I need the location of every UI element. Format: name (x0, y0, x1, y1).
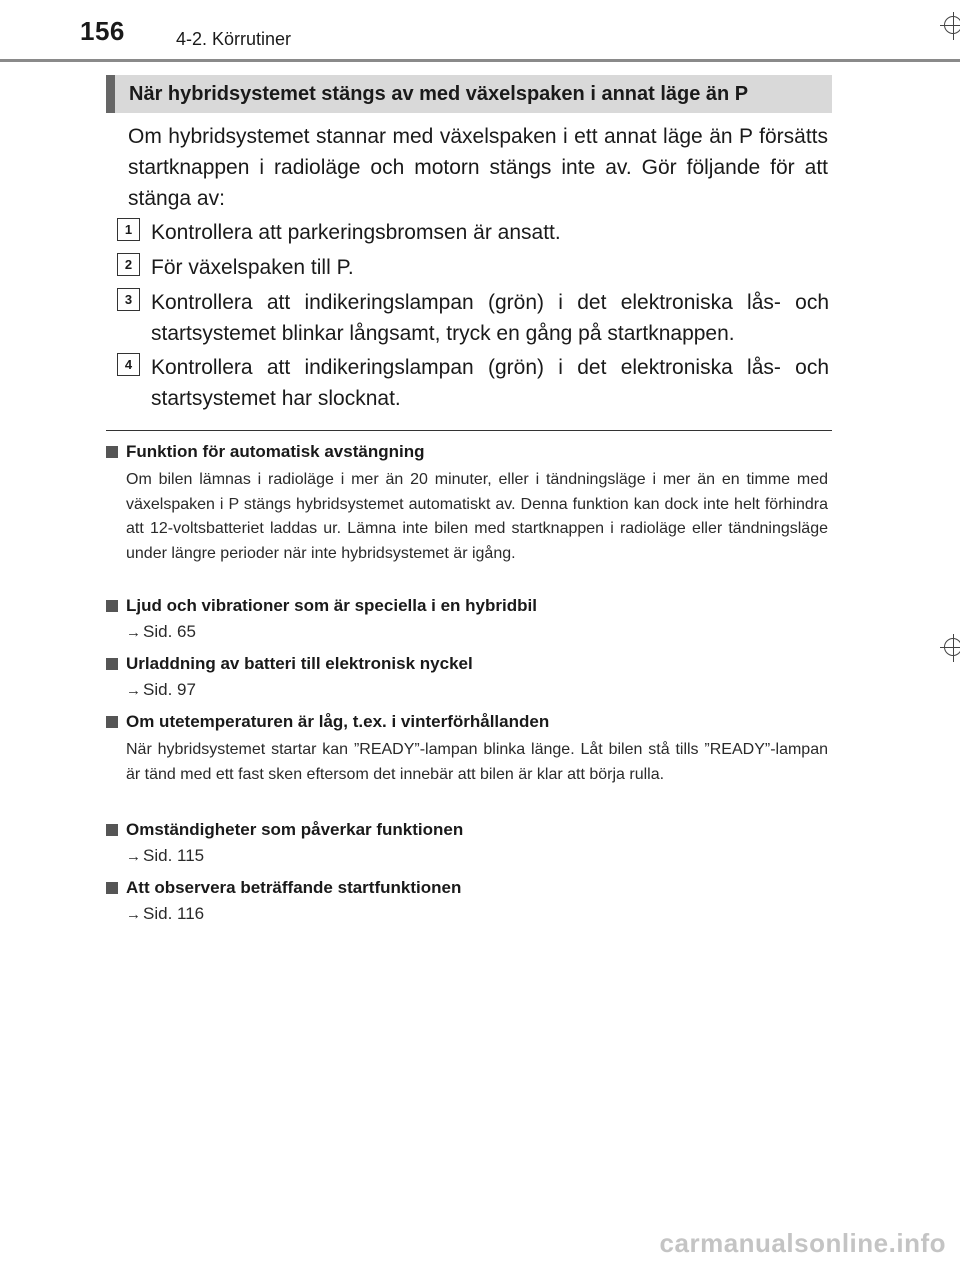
square-bullet-icon (106, 824, 118, 836)
header-rule (0, 59, 960, 62)
page-reference-link[interactable]: Sid. 116 (143, 904, 205, 923)
step-item (117, 252, 829, 283)
square-bullet-icon (106, 600, 118, 612)
step-text: För växelspaken till P. (151, 256, 354, 279)
note-item (106, 653, 828, 700)
step-number-badge: 1 (117, 218, 140, 241)
step-item (117, 352, 829, 414)
page-reference-link[interactable]: Sid. 65 (143, 622, 196, 641)
note-item (106, 819, 828, 866)
step-text: Kontrollera att indikeringslampan (grön) i det elektroniska lås- och startsystemet blinkar långsamt, tryck en gång på startknappen. (151, 291, 829, 345)
note-item (106, 595, 828, 642)
square-bullet-icon (106, 658, 118, 670)
watermark: carmanualsonline.info (659, 1228, 946, 1258)
arrow-right-icon: → (126, 905, 141, 923)
step-number-badge: 3 (117, 288, 140, 311)
arrow-right-icon: → (126, 847, 141, 865)
note-item (106, 711, 828, 787)
note-heading: Att observera beträffande startfunktionen (126, 878, 462, 897)
crop-mark-icon (940, 12, 960, 40)
page-reference-link[interactable]: Sid. 97 (143, 680, 196, 699)
note-heading: Omständigheter som påverkar funktionen (126, 820, 464, 839)
note-body: Om bilen lämnas i radioläge i mer än 20 minuter, eller i tändningsläge i mer än en timme med växelspaken i P stängs hybridsystemet automatiskt av. Denna funktion kan dock inte helt förhindra att 12-voltsbatteriet laddas ur. Lämna inte bilen med startknappen i radioläge eller tändningsläge under längre perioder när inte hybridsystemet är igång. (126, 471, 828, 562)
note-heading: Funktion för automatisk avstängning (126, 442, 425, 461)
note-heading: Ljud och vibrationer som är speciella i en hybridbil (126, 596, 537, 615)
note-item (106, 877, 828, 924)
page-number: 156 (80, 16, 125, 46)
section-divider (106, 430, 832, 431)
note-item (106, 441, 828, 566)
step-number-badge: 4 (117, 353, 140, 376)
note-body: När hybridsystemet startar kan ”READY”-lampan blinka länge. Låt bilen stå tills ”READY”-lampan är tänd med ett fast sken eftersom det innebär att bilen är klar att börja rulla. (126, 741, 828, 783)
square-bullet-icon (106, 446, 118, 458)
arrow-right-icon: → (126, 681, 141, 699)
step-text: Kontrollera att parkeringsbromsen är ansatt. (151, 221, 561, 244)
intro-paragraph: Om hybridsystemet stannar med växelspaken i ett annat läge än P försätts startknappen i radioläge och motorn stängs inte av. Gör följande för att stänga av: (128, 125, 828, 210)
square-bullet-icon (106, 716, 118, 728)
note-heading: Urladdning av batteri till elektronisk nyckel (126, 654, 473, 673)
note-heading: Om utetemperaturen är låg, t.ex. i vinterförhållanden (126, 712, 550, 731)
step-item (117, 287, 829, 349)
step-text: Kontrollera att indikeringslampan (grön) i det elektroniska lås- och startsystemet har slocknat. (151, 356, 829, 410)
crop-mark-icon (940, 634, 960, 662)
arrow-right-icon: → (126, 623, 141, 641)
section-title: När hybridsystemet stängs av med växelspaken i annat läge än P (106, 75, 832, 113)
step-number-badge: 2 (117, 253, 140, 276)
square-bullet-icon (106, 882, 118, 894)
step-item (117, 217, 829, 248)
section-label: 4-2. Körrutiner (176, 29, 292, 49)
page-reference-link[interactable]: Sid. 115 (143, 846, 205, 865)
